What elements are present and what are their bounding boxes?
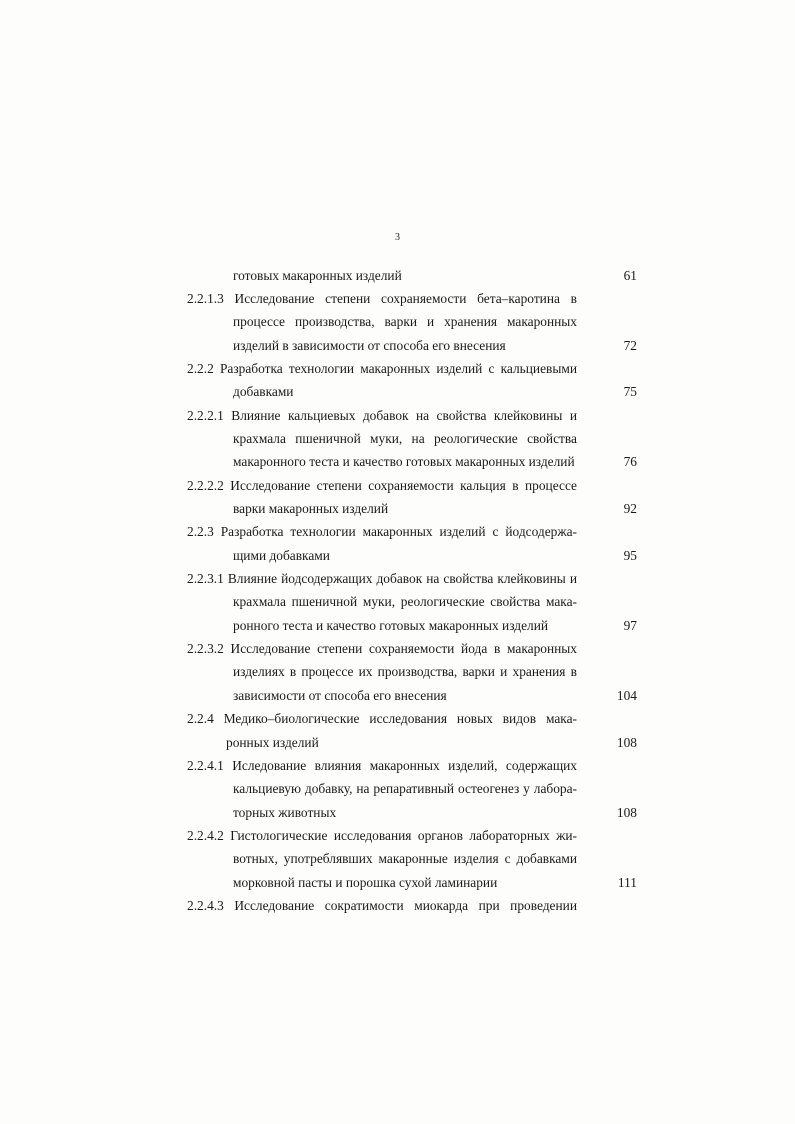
toc-line: 2.2.3.2 Исследование степени сохраняемости йода в макаронных xyxy=(187,641,577,656)
toc-line: 2.2.4 Медико–биологические исследования новых видов мака- xyxy=(187,711,577,726)
page-number: 3 xyxy=(395,232,400,243)
toc-line: морковной пасты и порошка сухой ламинарии xyxy=(233,875,498,890)
toc-line: 2.2.4.3 Исследование сократимости миокарда при проведении xyxy=(187,898,577,913)
toc-line: щими добавками xyxy=(233,548,330,563)
toc-line: 2.2.4.2 Гистологические исследования органов лабораторных жи- xyxy=(187,828,577,843)
toc-page-number: 72 xyxy=(623,338,637,353)
toc-page-number: 111 xyxy=(617,875,637,890)
toc-line: 2.2.3 Разработка технологии макаронных изделий с йодсодержа- xyxy=(187,524,577,539)
toc-line: добавками xyxy=(233,384,294,399)
toc-page-number: 75 xyxy=(623,384,637,399)
toc-line: ронных изделий xyxy=(226,735,319,750)
toc-line: ронного теста и качество готовых макаронных изделий xyxy=(233,618,549,633)
toc-page-number: 108 xyxy=(616,735,637,750)
toc-line: готовых макаронных изделий xyxy=(233,268,402,283)
toc-line: зависимости от способа его внесения xyxy=(233,688,447,703)
toc-line: 2.2.4.1 Иследование влияния макаронных изделий, содержащих xyxy=(187,758,577,773)
toc-line: торных животных xyxy=(233,805,337,820)
toc-page-number: 108 xyxy=(616,805,637,820)
toc-line: крахмала пшеничной муки, на реологические свойства xyxy=(233,431,577,446)
toc-line: 2.2.1.3 Исследование степени сохраняемости бета–каротина в xyxy=(187,291,577,306)
toc-page-number: 97 xyxy=(623,618,637,633)
toc-line: крахмала пшеничной муки, реологические свойства мака- xyxy=(233,594,577,609)
toc-line: изделий в зависимости от способа его внесения xyxy=(233,338,506,353)
toc-line: 2.2.2.2 Исследование степени сохраняемости кальция в процессе xyxy=(187,478,577,493)
toc-page-number: 104 xyxy=(616,688,637,703)
toc-line: макаронного теста и качество готовых макаронных изделий xyxy=(233,454,575,469)
toc-line: изделиях в процессе их производства, варки и хранения в xyxy=(233,664,577,679)
toc-line: 2.2.2.1 Влияние кальциевых добавок на свойства клейковины и xyxy=(187,408,577,423)
toc-line: 2.2.3.1 Влияние йодсодержащих добавок на свойства клейковины и xyxy=(187,571,577,586)
toc-line: кальциевую добавку, на репаративный остеогенез у лабора- xyxy=(233,781,577,796)
toc-page-number: 76 xyxy=(623,454,637,469)
toc-page-number: 95 xyxy=(623,548,637,563)
toc-page-number: 92 xyxy=(623,501,637,516)
toc-line: 2.2.2 Разработка технологии макаронных изделий с кальциевыми xyxy=(187,361,577,376)
toc-line: вотных, употреблявших макаронные изделия с добавками xyxy=(233,851,577,866)
toc-line: варки макаронных изделий xyxy=(233,501,389,516)
toc-page-number: 61 xyxy=(623,268,637,283)
toc-line: процессе производства, варки и хранения макаронных xyxy=(233,314,577,329)
